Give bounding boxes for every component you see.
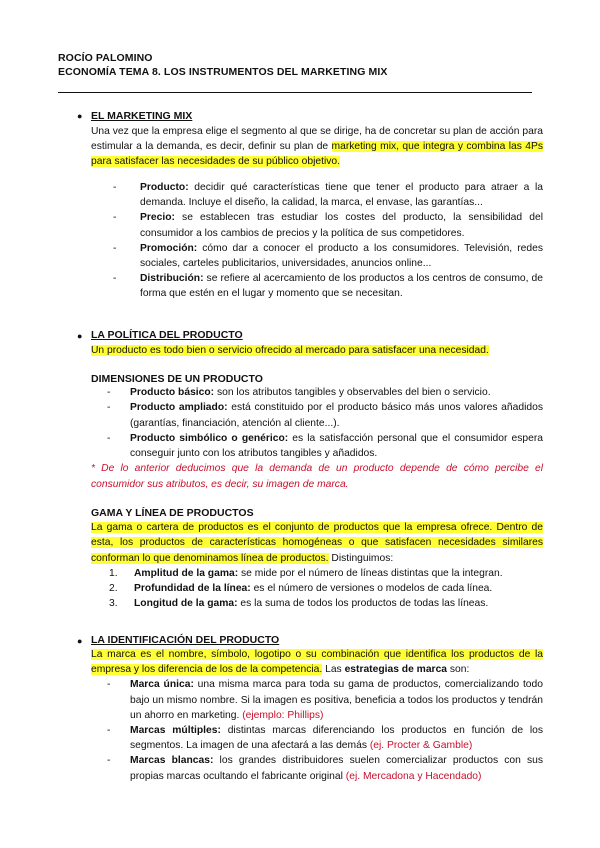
list-item: - Marca única: una misma marca para toda su gama de productos, comercializando todo bajo un mismo nombre. Si la imagen es positiva, beneficia a todos los productos y tendrán un ahorro en marketing. (ejemplo: Phillips): [107, 679, 543, 721]
list-item: 2. Profundidad de la línea: es el número de versiones o modelos de cada línea.: [109, 583, 493, 595]
gama-paragraph: La gama o cartera de productos es el conjunto de productos que la empresa ofrece. Dentro de esta, los productos de características homogéneas o que satisfacen necesidades similares conforman lo que denominamos línea de productos. Distinguimos:: [91, 522, 543, 564]
list-item: 1. Amplitud de la gama: se mide por el número de líneas distintas que la integran.: [109, 567, 503, 579]
section-product-policy: [91, 329, 543, 611]
section-title: LA IDENTIFICACIÓN DEL PRODUCTO: [91, 634, 280, 646]
intro-highlight: marketing mix, que integra y combina las 4Ps para satisfacer las necesidades de su público objetivo.: [91, 141, 544, 168]
header-divider: [58, 92, 532, 93]
gama-list: [109, 566, 543, 612]
document-subject: ECONOMÍA TEMA 8. LOS INSTRUMENTOS DEL MARKETING MIX: [58, 66, 388, 78]
subsection-title: DIMENSIONES DE UN PRODUCTO: [91, 373, 263, 386]
section-product-identification: [91, 634, 543, 784]
list-item: - Producto: decidir qué características tiene que tener el producto para atraer a la demanda. Incluye el diseño, la calidad, la marca, el envase, las garantías...: [113, 182, 543, 209]
section-title: LA POLÍTICA DEL PRODUCTO: [91, 329, 243, 341]
list-item: - Marcas múltiples: distintas marcas diferenciando los productos en función de los segmentos. La imagen de una afectará a las demás (ej. Procter & Gamble): [107, 725, 543, 752]
list-item: - Producto básico: son los atributos tangibles y observables del bien o servicio.: [107, 387, 491, 399]
section-title: EL MARKETING MIX: [91, 110, 193, 122]
list-item: - Producto simbólico o genérico: es la satisfacción personal que el consumidor espera conseguir junto con los atributos tangibles y añadidos.: [107, 432, 543, 460]
list-item: 3. Longitud de la gama: es la suma de todos los productos de todas las líneas.: [109, 598, 489, 610]
four-ps-list: [115, 180, 543, 302]
list-item: - Distribución: se refiere al acercamiento de los productos a los centros de consumo, de forma que estén en el lugar y momento que se necesitan.: [113, 273, 543, 300]
bullet-icon: ●: [77, 111, 83, 121]
intro-paragraph: [91, 124, 543, 170]
brand-paragraph: La marca es el nombre, símbolo, logotipo o su combinación que identifica los productos de la empresa y los diferencia de los de la competencia. Las estrategias de marca son:: [91, 649, 543, 676]
section-marketing-mix: [91, 110, 543, 170]
bullet-icon: ●: [77, 636, 83, 646]
definition: Un producto es todo bien o servicio ofrecido al mercado para satisfacer una necesidad.: [91, 345, 489, 356]
author-name: ROCÍO PALOMINO: [58, 52, 153, 64]
intro-text: Una vez que la empresa elige el segmento al que se dirige, ha de concretar su plan de acción para estimular a la demanda, es decir, definir su plan de: [91, 126, 543, 153]
list-item: - Promoción: cómo dar a conocer el producto a los consumidores. Televisión, redes sociales, carteles publicitarios, universidades, anuncios online...: [113, 242, 543, 270]
brand-strategies-list: [105, 677, 543, 783]
list-item: - Marcas blancas: los grandes distribuidores suelen comercializar productos con sus propias marcas ocultando el fabricante original (ej. Mercadona y Hacendado): [107, 755, 543, 782]
bullet-icon: ●: [77, 331, 83, 341]
list-item: - Producto ampliado: está constituido por el producto básico más unos valores añadidos (garantías, financiación, atención al cliente...).: [107, 402, 543, 429]
dimensions-list: [105, 385, 543, 461]
note: * De lo anterior deducimos que la demanda de un producto depende de cómo percibe el consumidor sus atributos, es decir, su imagen de marca.: [91, 463, 543, 491]
subsection-title: GAMA Y LÍNEA DE PRODUCTOS: [91, 507, 254, 520]
list-item: - Precio: se establecen tras estudiar los costes del producto, la sensibilidad del consumidor a los cambios de precios y la política de sus competidores.: [113, 212, 543, 239]
